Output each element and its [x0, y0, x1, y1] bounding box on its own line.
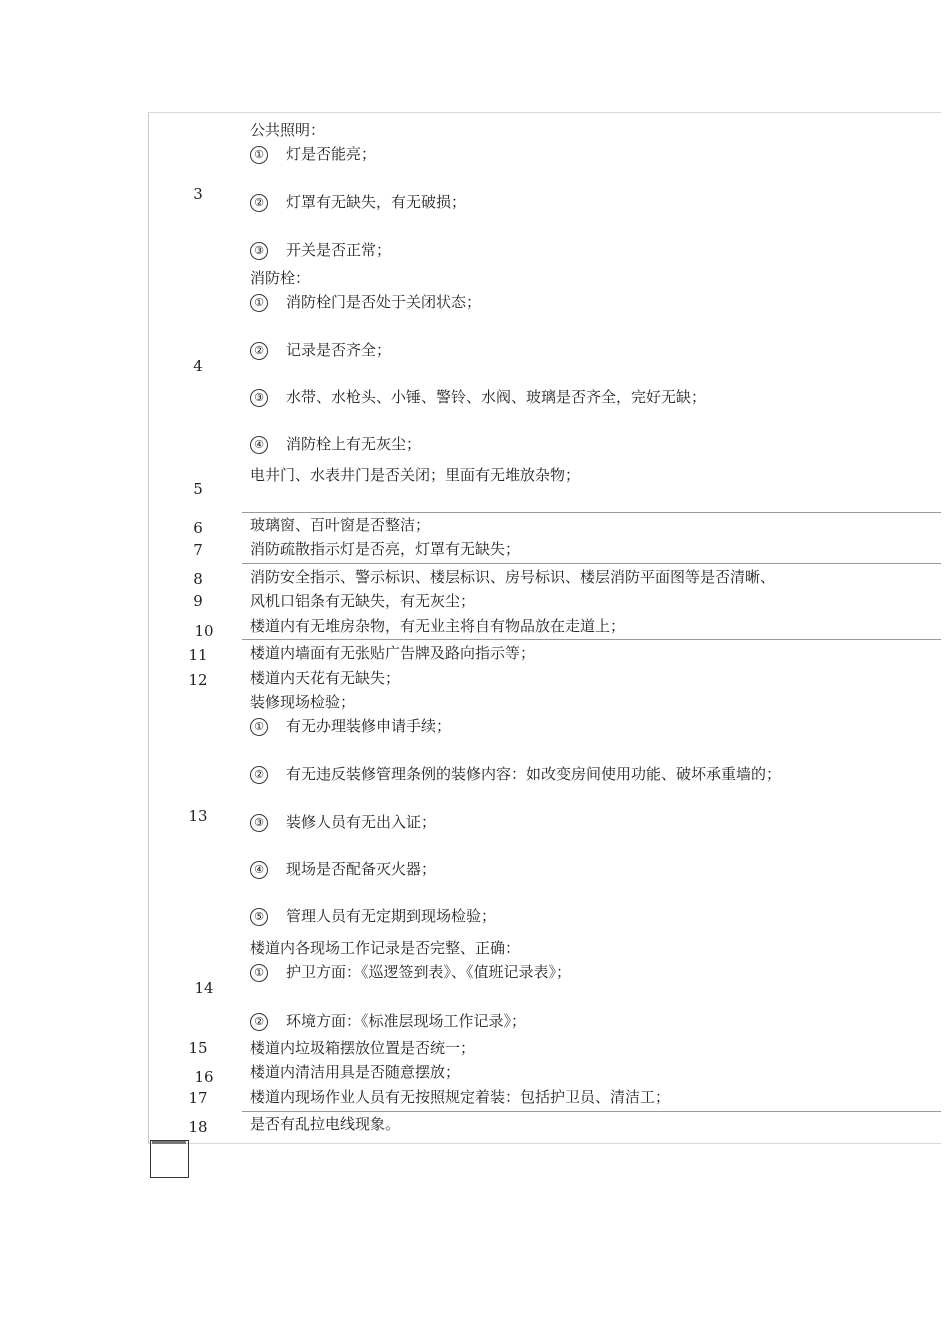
list-item-text: 有无违反装修管理条例的装修内容：如改变房间使用功能、破坏承重墙的；	[286, 765, 782, 783]
row-number: 6	[193, 519, 203, 537]
row-text: 是否有乱拉电线现象。	[250, 1115, 401, 1133]
list-item	[250, 240, 391, 260]
list-item	[250, 812, 436, 832]
circled-number-marker: ③	[250, 389, 268, 407]
row-number: 4	[193, 357, 203, 375]
circled-number-marker: ①	[250, 718, 268, 736]
circled-number-marker: ②	[250, 194, 268, 212]
list-item-text: 消防栓上有无灰尘；	[286, 435, 422, 453]
row-heading: 消防栓：	[250, 269, 311, 287]
list-item	[250, 906, 496, 926]
row-text: 电井门、水表井门是否关闭；里面有无堆放杂物；	[250, 466, 581, 484]
row-text: 玻璃窗、百叶窗是否整洁；	[250, 516, 431, 534]
row-text: 楼道内垃圾箱摆放位置是否统一；	[250, 1039, 476, 1057]
row-divider	[242, 1111, 941, 1112]
row-divider	[242, 512, 941, 513]
row-number: 13	[188, 807, 208, 825]
circled-number-marker: ②	[250, 766, 268, 784]
row-number: 10	[194, 622, 214, 640]
row-heading: 楼道内各现场工作记录是否完整、正确：	[250, 939, 521, 957]
list-item-text: 环境方面：《标准层现场工作记录》；	[286, 1012, 527, 1030]
circled-number-marker: ①	[250, 146, 268, 164]
row-text: 楼道内清洁用具是否随意摆放；	[250, 1063, 461, 1081]
row-heading: 公共照明：	[250, 121, 326, 139]
list-item	[250, 859, 436, 879]
row-text: 风机口铝条有无缺失，有无灰尘；	[250, 592, 476, 610]
list-item-text: 水带、水枪头、小锤、警铃、水阀、玻璃是否齐全，完好无缺；	[286, 388, 707, 406]
circled-number-marker: ①	[250, 294, 268, 312]
list-item	[250, 764, 781, 784]
row-text: 消防安全指示、警示标识、楼层标识、房号标识、楼层消防平面图等是否清晰、	[250, 568, 776, 586]
circled-number-marker: ①	[250, 964, 268, 982]
list-item	[250, 434, 421, 454]
row-text: 楼道内现场作业人员有无按照规定着装：包括护卫员、清洁工；	[250, 1088, 671, 1106]
row-number: 11	[188, 646, 208, 664]
row-text: 楼道内有无堆房杂物，有无业主将自有物品放在走道上；	[250, 617, 626, 635]
list-item	[250, 144, 376, 164]
list-item-text: 记录是否齐全；	[286, 341, 392, 359]
row-text: 楼道内墙面有无张贴广告牌及路向指示等；	[250, 644, 536, 662]
list-item	[250, 387, 706, 407]
row-number: 16	[194, 1068, 214, 1086]
list-item	[250, 962, 571, 982]
list-item	[250, 716, 451, 736]
circled-number-marker: ③	[250, 814, 268, 832]
circled-number-marker: ④	[250, 436, 268, 454]
row-number: 14	[194, 979, 214, 997]
circled-number-marker: ④	[250, 861, 268, 879]
row-number: 5	[193, 480, 203, 498]
circled-number-marker: ⑤	[250, 908, 268, 926]
row-divider	[242, 639, 941, 640]
box-tab	[152, 1141, 186, 1144]
row-number: 3	[193, 185, 203, 203]
row-number: 7	[193, 541, 203, 559]
page-corner-box	[150, 1140, 189, 1178]
list-item-text: 装修人员有无出入证；	[286, 813, 437, 831]
row-number: 15	[188, 1039, 208, 1057]
list-item-text: 现场是否配备灭火器；	[286, 860, 437, 878]
list-item	[250, 340, 391, 360]
row-number: 18	[188, 1118, 208, 1136]
row-number: 9	[193, 592, 203, 610]
row-number: 8	[193, 570, 203, 588]
list-item-text: 管理人员有无定期到现场检验；	[286, 907, 497, 925]
row-heading: 装修现场检验；	[250, 693, 356, 711]
circled-number-marker: ②	[250, 342, 268, 360]
row-divider	[242, 563, 941, 564]
row-number: 17	[188, 1089, 208, 1107]
list-item	[250, 1011, 526, 1031]
list-item-text: 有无办理装修申请手续；	[286, 717, 452, 735]
row-text: 消防疏散指示灯是否亮，灯罩有无缺失；	[250, 540, 521, 558]
list-item-text: 灯是否能亮；	[286, 145, 377, 163]
list-item-text: 护卫方面：《巡逻签到表》、《值班记录表》；	[286, 963, 572, 981]
list-item	[250, 192, 466, 212]
list-item	[250, 292, 481, 312]
circled-number-marker: ②	[250, 1013, 268, 1031]
list-item-text: 消防栓门是否处于关闭状态；	[286, 293, 482, 311]
row-number: 12	[188, 671, 208, 689]
list-item-text: 灯罩有无缺失，有无破损；	[286, 193, 467, 211]
circled-number-marker: ③	[250, 242, 268, 260]
row-text: 楼道内天花有无缺失；	[250, 669, 401, 687]
list-item-text: 开关是否正常；	[286, 241, 392, 259]
